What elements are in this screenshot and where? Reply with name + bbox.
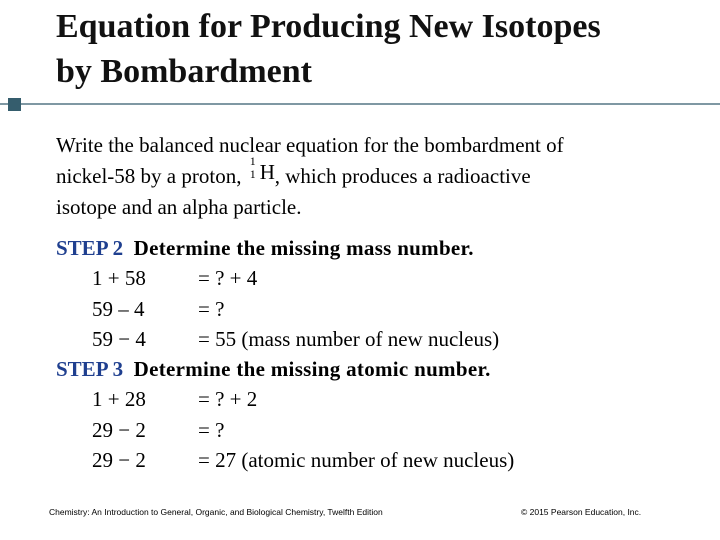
equation-left: 1 + 28 bbox=[92, 387, 146, 412]
step-2-equation-row bbox=[56, 294, 696, 324]
step-2-equation-row bbox=[56, 324, 696, 354]
footer-copyright: © 2015 Pearson Education, Inc. bbox=[521, 507, 642, 517]
problem-line-2-start: nickel-58 by a proton, bbox=[56, 164, 247, 188]
equation-right: = ? bbox=[198, 296, 225, 321]
equation-right: = ? + 2 bbox=[198, 387, 258, 412]
accent-square bbox=[8, 98, 21, 111]
step-3-text: Determine the missing atomic number. bbox=[133, 357, 491, 382]
step-3-header bbox=[56, 354, 696, 384]
title-divider bbox=[0, 103, 720, 105]
equation-left: 1 + 58 bbox=[92, 266, 146, 291]
step-3-equation-row bbox=[56, 445, 696, 475]
proton-atomic-number: 1 bbox=[249, 167, 256, 181]
step-2-header bbox=[56, 233, 696, 263]
step-2-equation-row bbox=[56, 263, 696, 293]
step-3-label: STEP 3 bbox=[56, 357, 124, 382]
equation-right: = 27 (atomic number of new nucleus) bbox=[198, 448, 515, 473]
proton-mass-number: 1 bbox=[249, 154, 256, 168]
problem-line-3: isotope and an alpha particle. bbox=[56, 195, 302, 219]
slide-title bbox=[56, 4, 706, 94]
step-3-equation-row bbox=[56, 415, 696, 445]
equation-left: 29 − 2 bbox=[92, 448, 146, 473]
footer-book-title: Chemistry: An Introduction to General, Organic, and Biological Chemistry, Twelfth Edition bbox=[49, 507, 383, 517]
equation-left: 59 – 4 bbox=[92, 296, 145, 321]
equation-right: = ? bbox=[198, 417, 225, 442]
proton-element-symbol: H bbox=[259, 160, 275, 184]
problem-statement bbox=[56, 130, 696, 223]
problem-line-2 bbox=[56, 154, 696, 192]
step-2-text: Determine the missing mass number. bbox=[133, 236, 474, 260]
equation-right: = ? + 4 bbox=[198, 266, 258, 291]
step-3-equation-row bbox=[56, 384, 696, 414]
equation-right: = 55 (mass number of new nucleus) bbox=[198, 326, 500, 351]
equation-left: 59 − 4 bbox=[92, 326, 146, 351]
equation-left: 29 − 2 bbox=[92, 417, 146, 442]
slide-title-line-1: Equation for Producing New Isotopes bbox=[56, 8, 601, 45]
slide-title-line-2: by Bombardment bbox=[56, 53, 312, 90]
problem-line-2-end: , which produces a radioactive bbox=[274, 164, 531, 188]
solution-steps bbox=[56, 233, 696, 475]
step-2-label: STEP 2 bbox=[56, 236, 124, 260]
proton-nuclide-symbol bbox=[247, 154, 275, 186]
problem-line-1: Write the balanced nuclear equation for the bombardment of bbox=[56, 133, 564, 157]
